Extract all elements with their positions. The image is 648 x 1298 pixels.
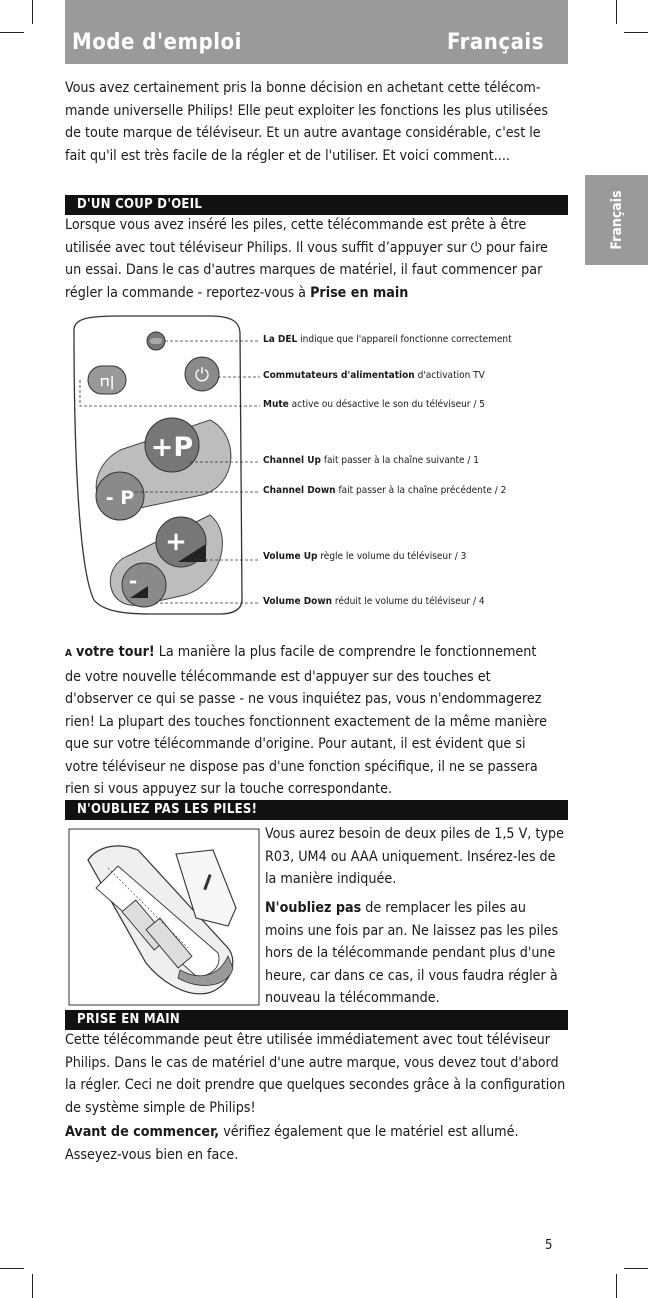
page-number: 5 [545, 1238, 553, 1253]
getting-started-paragraph-2 [65, 1121, 565, 1166]
crop-mark [624, 1268, 648, 1269]
setup-link[interactable]: Prise en main [310, 284, 409, 301]
led-highlight [150, 338, 162, 344]
language-side-tab [585, 175, 648, 265]
crop-mark [0, 1268, 24, 1269]
remote-illustration [60, 310, 260, 620]
page-header [65, 0, 568, 64]
crop-mark [616, 0, 617, 24]
your-turn-lead: votre tour! [76, 644, 155, 660]
section-heading-batteries [65, 800, 568, 820]
callout-desc: fait passer à la chaîne suivante / 1 [323, 455, 480, 466]
batteries-paragraph-2 [265, 897, 567, 1010]
callout-term: Commutateurs d'alimentation [263, 370, 415, 381]
at-a-glance-text: Lorsque vous avez inséré les piles, cette télécommande est prête à être utilisée avec tout téléviseur Philips. Il vous suffit d’appuyer sur [65, 217, 527, 256]
volume-down-label: - [128, 569, 138, 593]
volume-up-label: + [165, 527, 187, 557]
callout-term: La DEL [263, 334, 298, 345]
section-heading-at-a-glance [65, 195, 568, 215]
callout-desc: réduit le volume du téléviseur / 4 [334, 596, 485, 607]
section-heading-text: PRISE EN MAIN [77, 1012, 180, 1027]
battery-illustration [68, 828, 260, 1006]
callout-volume-up [263, 551, 466, 562]
callout-term: Channel Down [263, 485, 336, 496]
getting-started-bold-lead: Avant de commencer, [65, 1124, 220, 1140]
callout-term: Channel Up [263, 455, 321, 466]
batteries-paragraph-1: Vous aurez besoin de deux piles de 1,5 V, type R03, UM4 ou AAA uniquement. Insérez-les de la manière indiquée. [265, 826, 564, 887]
crop-mark [624, 32, 648, 33]
callout-power [263, 370, 485, 381]
crop-mark [32, 1274, 33, 1298]
channel-down-label: - P [105, 487, 135, 509]
intro-paragraph: Vous avez certainement pris la bonne décision en achetant cette télécom-mande universelle Philips! Elle peut exploiter les fonctions les plus utilisées de toute marque de téléviseur. Et un autre avantage considérable, c'est le fait qu'il est très facile de la régler et de l'utiliser. Et voici comment.... [65, 80, 549, 164]
callout-desc: règle le volume du téléviseur / 3 [320, 551, 467, 562]
header-language: Français [447, 30, 544, 55]
side-tab-label: Français [608, 190, 625, 250]
callout-desc: indique que l'appareil fonctionne correctement [300, 334, 512, 345]
batteries-bold-lead: N'oubliez pas [265, 900, 362, 916]
at-a-glance-text-2: pour faire un essai. Dans le cas d'autres marques de matériel, il faut commencer par régler la commande - reportez-vous à [65, 239, 548, 301]
callout-volume-down [263, 596, 485, 607]
crop-mark [32, 0, 33, 24]
callout-mute [263, 399, 485, 410]
callout-desc: d'activation TV [417, 370, 485, 381]
section-heading-getting-started [65, 1010, 568, 1030]
getting-started-paragraph-1: Cette télécommande peut être utilisée immédiatement avec tout téléviseur Philips. Dans le cas de matériel d'une autre marque, vous devez tout d'abord la régler. Ceci ne doit prendre que quelques secondes grâce à la configuration de système simple de Philips! [65, 1032, 566, 1116]
section-heading-text: D'UN COUP D'OEIL [77, 197, 203, 212]
mute-button-symbol: ⊓| [99, 375, 115, 390]
callout-desc: active ou désactive le son du téléviseur / 5 [291, 399, 485, 410]
at-a-glance-paragraph [65, 214, 565, 304]
callout-term: Volume Down [263, 596, 333, 607]
section-heading-text: N'OUBLIEZ PAS LES PILES! [77, 802, 258, 817]
power-button-symbol: ⏻ [194, 365, 210, 386]
callout-desc: fait passer à la chaîne précédente / 2 [338, 485, 507, 496]
your-turn-text: La manière la plus facile de comprendre le fonctionnement de votre nouvelle télécommande est d'appuyer sur des touches et d'observer ce qui se passe - ne vous inquiétez pas, vous n'endommagerez rien! La plupart des touches fonctionnent exactement de la même manière que sur votre télécommande d'origine. Pour autant, il est évident que si votre téléviseur ne dispose pas d'une fonction spécifique, il ne se passera rien si vous appuyez sur la touche correspondante. [65, 644, 547, 797]
header-title: Mode d'emploi [72, 30, 242, 55]
getting-started-text: vérifiez également que le matériel est allumé. Asseyez-vous bien en face. [65, 1124, 519, 1163]
callout-term: Volume Up [263, 551, 318, 562]
channel-up-label: +P [150, 432, 194, 463]
callout-term: Mute [263, 399, 289, 410]
crop-mark [616, 1274, 617, 1298]
callout-led [263, 334, 512, 345]
callout-channel-down [263, 485, 506, 496]
callout-channel-up [263, 455, 479, 466]
power-icon: ⏻ [470, 239, 482, 256]
crop-mark [0, 32, 24, 33]
batteries-text: de remplacer les piles au moins une fois par an. Ne laissez pas les piles hors de la télécommande pendant plus d'une heure, car dans ce cas, il vous faudra régler à nouveau la télécommande. [265, 900, 559, 1006]
your-turn-lead-a: A [65, 648, 72, 659]
your-turn-paragraph [65, 641, 555, 801]
